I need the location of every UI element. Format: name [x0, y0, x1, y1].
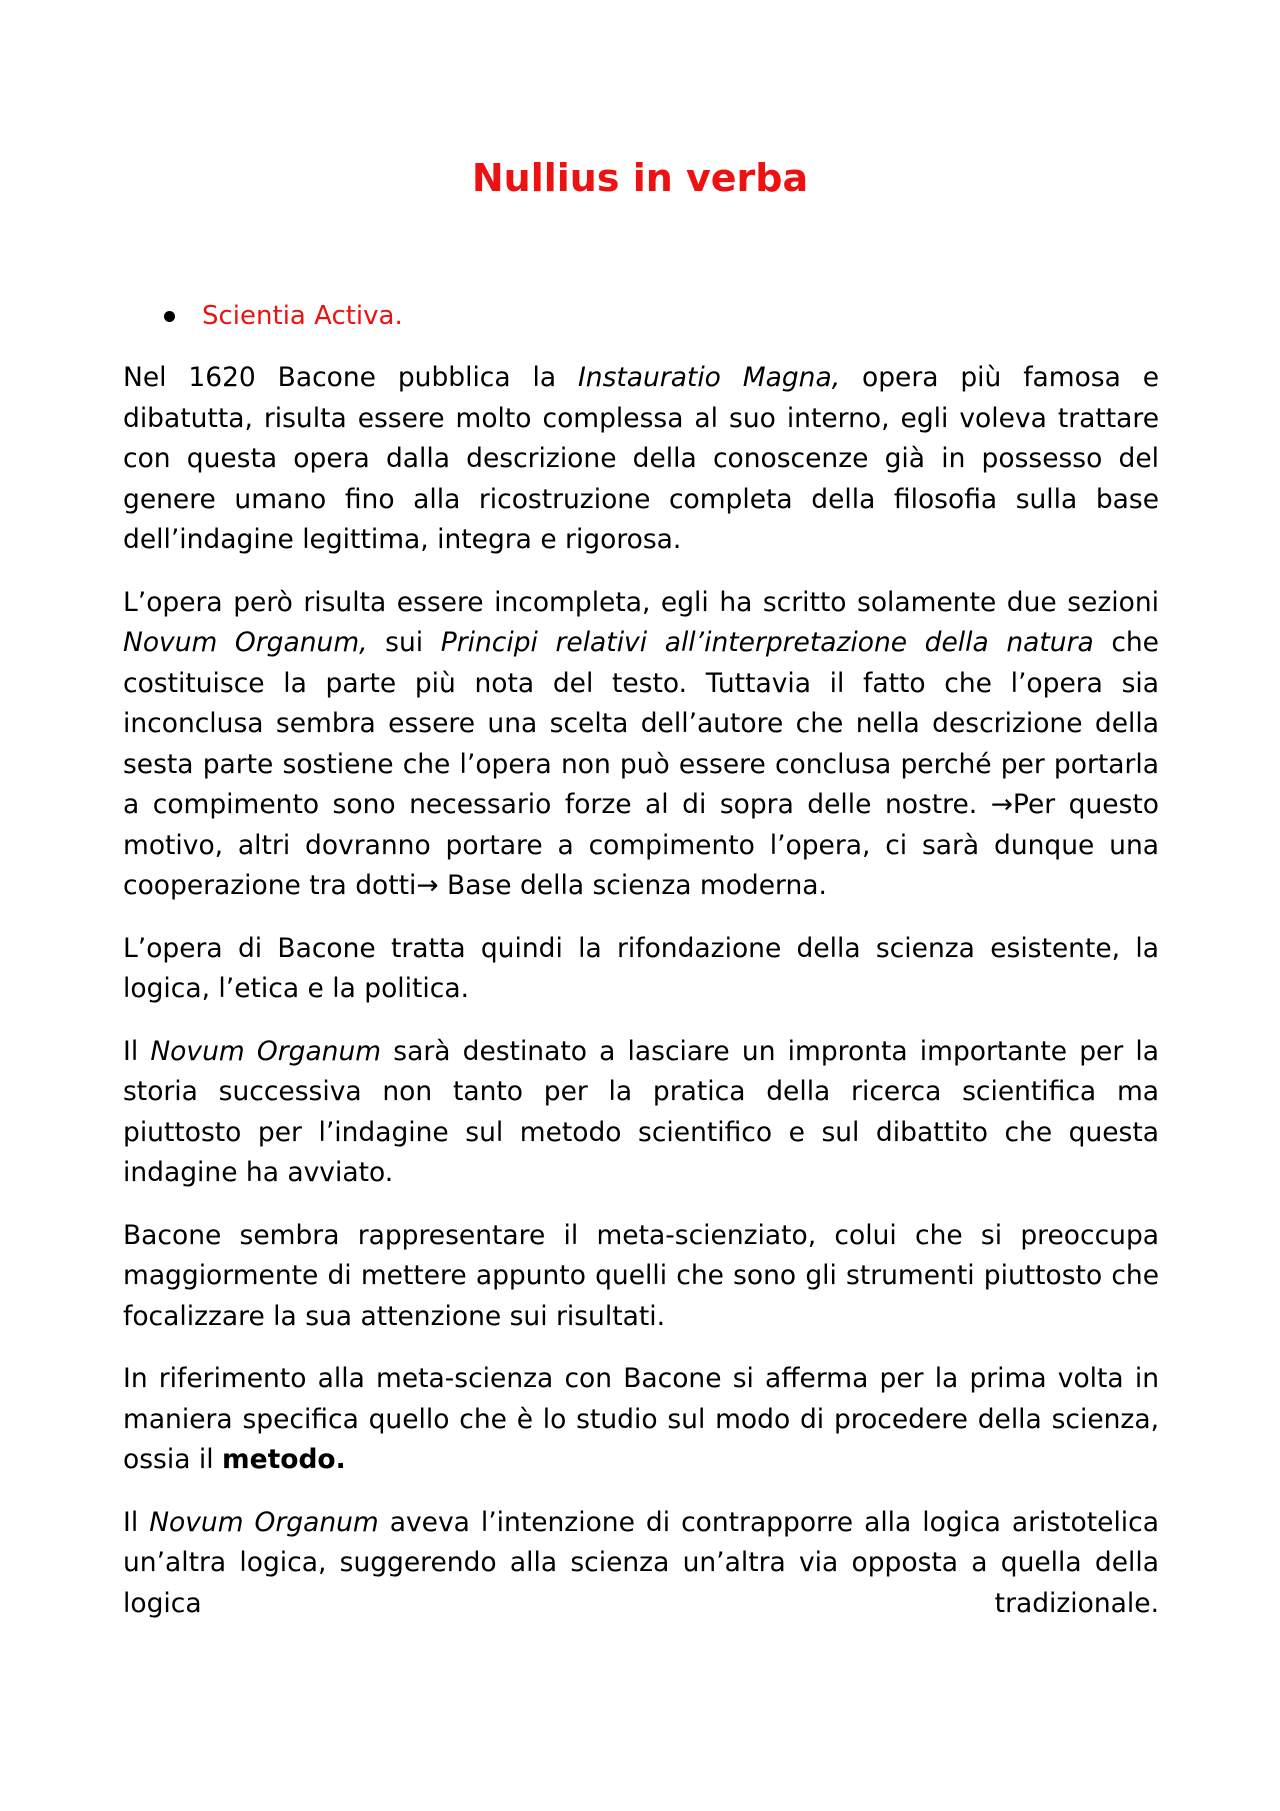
paragraph-1	[123, 358, 1159, 561]
italic-title: Instauratio Magna,	[577, 362, 841, 393]
bullet-dot-icon	[164, 311, 175, 322]
paragraph-text: Bacone sembra rappresentare il meta-scienziato, colui che si preoccupa maggiormente di mettere appunto quelli che sono gli strumenti piuttosto che focalizzare la sua attenzione sui risultati.	[123, 1219, 1159, 1332]
paragraph-text: sui	[367, 627, 441, 658]
bullet-list	[170, 296, 403, 336]
paragraph-text: sarà destinato a lasciare un impronta importante per la storia successiva non tanto per la pratica della ricerca scientifica ma piuttosto per l’indagine sul metodo scientifico e sul dibattito che questa indagine ha avviato.	[123, 1035, 1159, 1188]
body-text	[123, 358, 1159, 1646]
paragraph-6	[123, 1359, 1159, 1481]
paragraph-text: Il	[123, 1506, 150, 1538]
paragraph-text: Nel 1620 Bacone pubblica la	[123, 362, 578, 393]
paragraph-text: che costituisce la parte più nota del testo. Tuttavia il fatto che l’opera sia inconclusa sembra essere una scelta dell’autore che nella descrizione della sesta parte sostiene che l’opera non può essere conclusa perché per portarla a compimento sono necessario forze al di sopra delle nostre. →Per questo motivo, altri dovranno portare a compimento l’opera, ci sarà dunque una cooperazione tra dotti→ Base della scienza moderna.	[123, 627, 1159, 901]
italic-title: Novum Organum	[150, 1035, 382, 1067]
paragraph-text: opera più famosa e dibatutta, risulta essere molto complessa al suo interno, egli voleva trattare con questa opera dalla descrizione della conoscenze già in possesso del genere umano fino alla ricostruzione completa della filosofia sulla base dell’indagine legittima, integra e rigorosa.	[123, 362, 1160, 555]
italic-title: Novum Organum,	[123, 627, 368, 658]
paragraph-text: L’opera però risulta essere incompleta, egli ha scritto solamente due sezioni	[123, 586, 1159, 618]
paragraph-text: L’opera di Bacone tratta quindi la rifondazione della scienza esistente, la logica, l’etica e la politica.	[123, 932, 1159, 1004]
paragraph-3	[123, 929, 1159, 1010]
page-title: Nullius in verba	[471, 156, 809, 200]
paragraph-text: In riferimento alla meta-scienza con Bacone si afferma per la prima volta in maniera specifica quello che è lo studio sul modo di procedere della scienza, ossia il	[123, 1363, 1159, 1475]
bold-term: metodo.	[222, 1444, 346, 1475]
paragraph-7	[123, 1503, 1159, 1625]
paragraph-text: Il	[123, 1035, 151, 1067]
bullet-item	[170, 296, 403, 336]
paragraph-5	[123, 1216, 1159, 1338]
italic-title: Principi relativi all’interpretazione della natura	[440, 627, 1094, 658]
italic-title: Novum Organum	[149, 1506, 379, 1538]
bullet-item-label: Scientia Activa.	[202, 301, 403, 331]
paragraph-2	[123, 583, 1159, 907]
paragraph-4	[123, 1032, 1159, 1194]
paragraph-text: aveva l’intenzione di contrapporre alla logica aristotelica un’altra logica, suggerendo alla scienza un’altra via opposta a quella della logica tradizionale.	[123, 1506, 1159, 1619]
